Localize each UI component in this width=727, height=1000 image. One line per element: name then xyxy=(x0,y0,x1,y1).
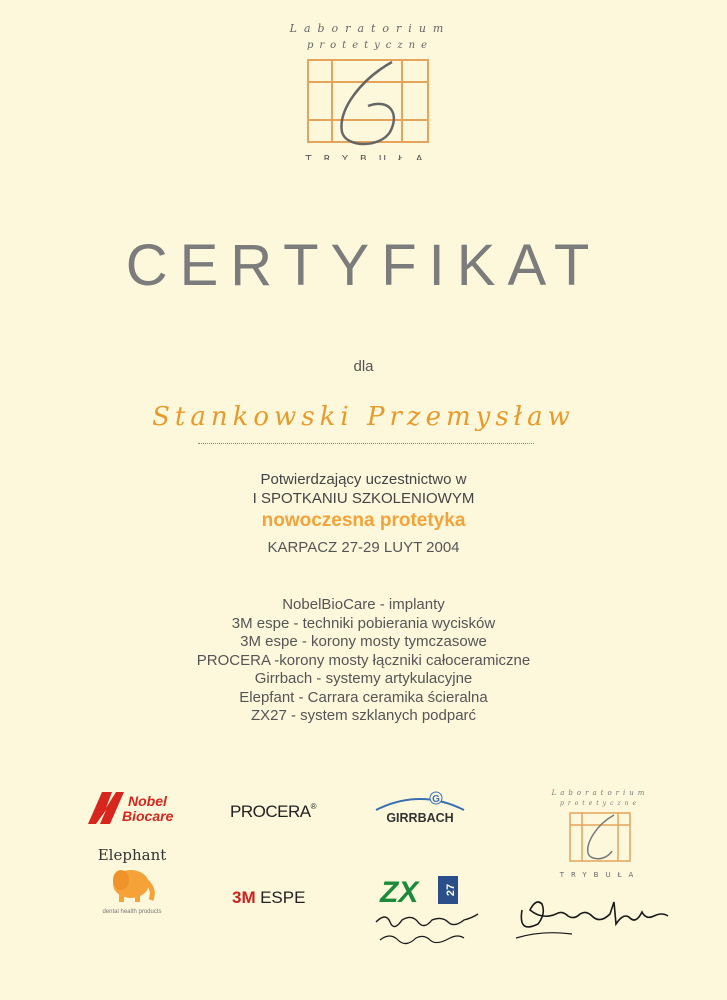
girrbach-logo-text: GIRRBACH xyxy=(386,811,454,825)
lab-logo-emblem xyxy=(308,60,428,142)
topic-item: 3M espe - techniki pobierania wycisków xyxy=(231,614,496,632)
confirmation-line-1: Potwierdzający uczestnictwo w xyxy=(260,471,467,488)
stamp-tooth-mark xyxy=(588,815,614,859)
procera-logo-text: PROCERA xyxy=(230,802,311,821)
topic-item: NobelBioCare - implanty xyxy=(282,596,445,613)
topic-item: ZX27 - system szklanych podparć xyxy=(250,707,477,724)
zx27-logo xyxy=(378,872,468,908)
lab-logo-line2: protetyczne xyxy=(306,40,434,51)
girrbach-arc-icon xyxy=(376,799,464,810)
topics-list xyxy=(0,596,727,726)
topic-item: PROCERA -korony mosty łączniki całoceramiczne xyxy=(196,651,531,669)
girrbach-g-mark: G xyxy=(432,794,440,805)
confirmation-line-2: I SPOTKANIU SZKOLENIOWYM xyxy=(252,490,475,507)
espe-logo-text: ESPE xyxy=(260,888,306,907)
zx-logo-text: ZX xyxy=(380,876,419,908)
lab-logo-line1: Laboratorium xyxy=(289,22,451,35)
topic-item: Girrbach - systemy artykulacyjne xyxy=(254,670,473,687)
topic-item: Elepfant - Carrara ceramika ścieralna xyxy=(239,688,488,706)
nobel-n-mark-icon xyxy=(88,792,124,824)
lab-logo-tooth-mark xyxy=(342,62,394,144)
name-dotted-line xyxy=(198,443,534,444)
certificate-title: CERTYFIKAT xyxy=(125,233,602,298)
girrbach-logo xyxy=(372,790,468,830)
3m-espe-logo xyxy=(232,888,332,912)
nobel-logo-line1: Nobel xyxy=(128,793,167,809)
topic-item: 3M espe - korony mosty tymczasowe xyxy=(240,633,487,650)
confirmation-text xyxy=(0,470,727,508)
director-signature xyxy=(512,890,682,946)
for-label: dla xyxy=(353,358,374,375)
stamp-line1: Laboratorium xyxy=(551,789,649,797)
zx27-signature xyxy=(372,908,482,948)
lab-logo xyxy=(240,10,500,160)
elephant-icon xyxy=(107,864,157,904)
event-name: nowoczesna protetyka xyxy=(261,510,466,531)
elephant-logo xyxy=(92,846,172,926)
zx27-number: 27 xyxy=(445,883,457,897)
stamp-line2: protetyczne xyxy=(559,800,641,807)
stamp-name: TRYBUŁA xyxy=(559,871,641,879)
elephant-logo-text: Elephant xyxy=(97,846,167,864)
lab-stamp xyxy=(530,785,670,885)
recipient-name: Stankowski Przemysław xyxy=(152,402,575,432)
procera-registered-mark: ® xyxy=(310,802,317,811)
elephant-logo-subtext: dental health products xyxy=(102,909,162,915)
3m-logo-text: 3M xyxy=(232,888,256,907)
nobel-biocare-logo xyxy=(84,786,194,830)
procera-logo xyxy=(230,802,340,828)
nobel-logo-line2: Biocare xyxy=(122,808,174,824)
event-place-date: KARPACZ 27-29 LUYT 2004 xyxy=(267,539,460,556)
lab-logo-name: TRYBUŁA xyxy=(305,154,435,160)
stamp-emblem xyxy=(570,813,630,861)
